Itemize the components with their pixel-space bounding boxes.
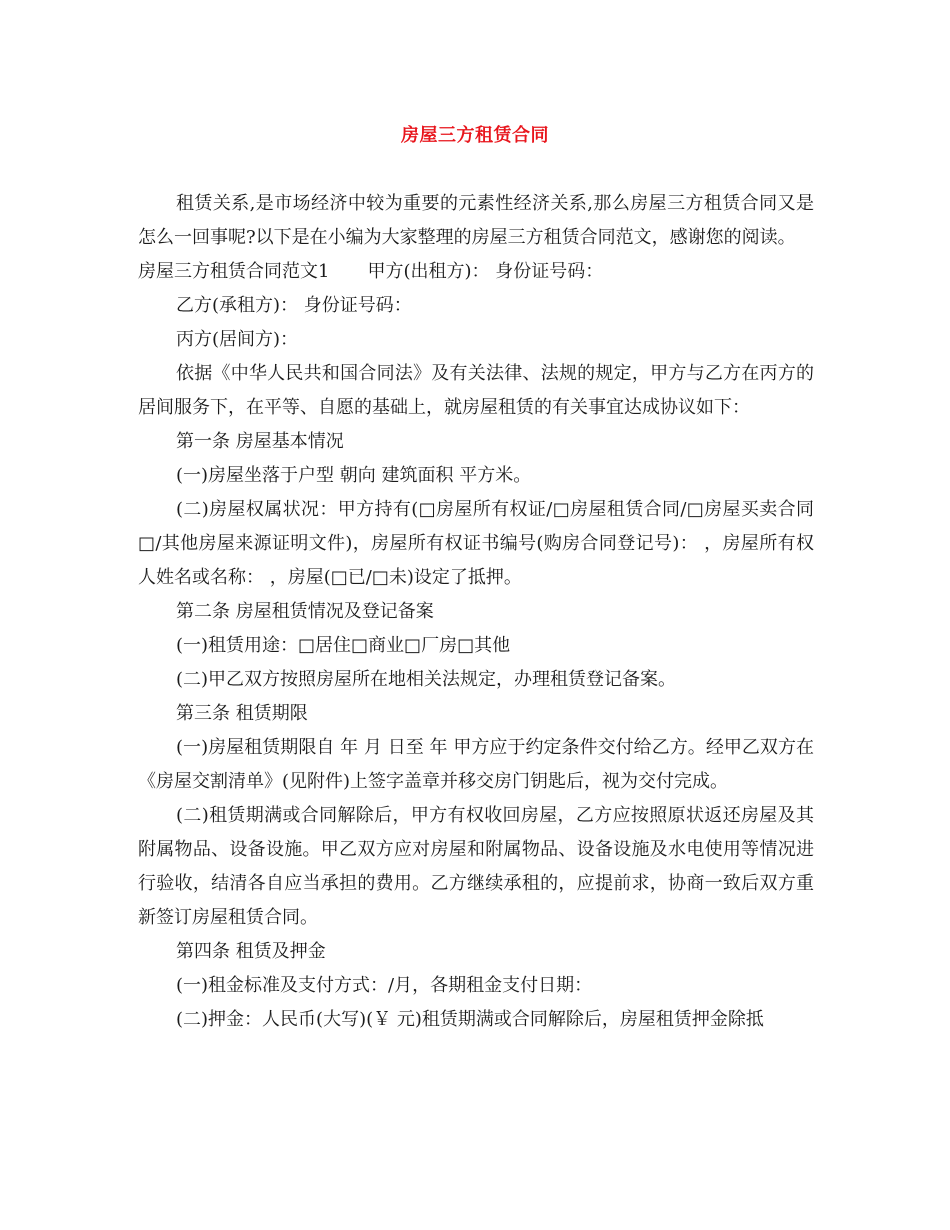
- article-3-clause-2: (二)租赁期满或合同解除后，甲方有权收回房屋，乙方应按照原状返还房屋及其附属物品、设备设施。甲乙双方应对房屋和附属物品、设备设施及水电使用等情况进行验收，结清各自应当承担的费用。乙方继续承租的，应提前求，协商一致后双方重新签订房屋租赁合同。: [138, 805, 814, 928]
- article-3-heading: 第三条 租赁期限: [176, 703, 308, 724]
- article-1-heading: 第一条 房屋基本情况: [176, 431, 344, 452]
- article-2-heading: 第二条 房屋租赁情况及登记备案: [176, 601, 434, 622]
- party-a-line: 甲方(出租方)： 身份证号码：: [367, 261, 604, 282]
- article-1-clause-2: (二)房屋权属状况：甲方持有(□房屋所有权证/□房屋租赁合同/□房屋买卖合同□/其他房屋来源证明文件)，房屋所有权证书编号(购房合同登记号)： ，房屋所有权人姓名或名称： ，房屋(□已/□未)设定了抵押。: [138, 499, 814, 588]
- preamble-paragraph: 依据《中华人民共和国合同法》及有关法律、法规的规定，甲方与乙方在丙方的居间服务下，在平等、自愿的基础上，就房屋租赁的有关事宜达成协议如下：: [138, 363, 814, 418]
- article-4-clause-2: (二)押金：人民币(大写)(￥ 元)租赁期满或合同解除后，房屋租赁押金除抵: [176, 1009, 764, 1030]
- party-c-line: 丙方(居间方)：: [176, 329, 299, 350]
- party-b-line: 乙方(承租方)： 身份证号码：: [176, 295, 412, 316]
- article-3-clause-1: (一)房屋租赁期限自 年 月 日至 年 甲方应于约定条件交付给乙方。经甲乙双方在《房屋交割清单》(见附件)上签字盖章并移交房门钥匙后，视为交付完成。: [138, 737, 814, 792]
- article-2-clause-2: (二)甲乙双方按照房屋所在地相关法规定，办理租赁登记备案。: [176, 669, 677, 690]
- intro-paragraph: 租赁关系,是市场经济中较为重要的元素性经济关系,那么房屋三方租赁合同又是怎么一回事呢?以下是在小编为大家整理的房屋三方租赁合同范文，感谢您的阅读。: [138, 193, 814, 248]
- sample-label: 房屋三方租赁合同范文1: [138, 261, 330, 282]
- article-4-clause-1: (一)租金标准及支付方式：/月，各期租金支付日期：: [176, 975, 593, 996]
- sample-and-party-a-line: [138, 255, 814, 289]
- article-4-heading: 第四条 租赁及押金: [176, 941, 326, 962]
- article-2-clause-1: (一)租赁用途：□居住□商业□厂房□其他: [176, 635, 511, 656]
- document-title: 房屋三方租赁合同: [401, 125, 549, 146]
- article-1-clause-1: (一)房屋坐落于户型 朝向 建筑面积 平方米。: [176, 465, 532, 486]
- document-body: [138, 187, 814, 1037]
